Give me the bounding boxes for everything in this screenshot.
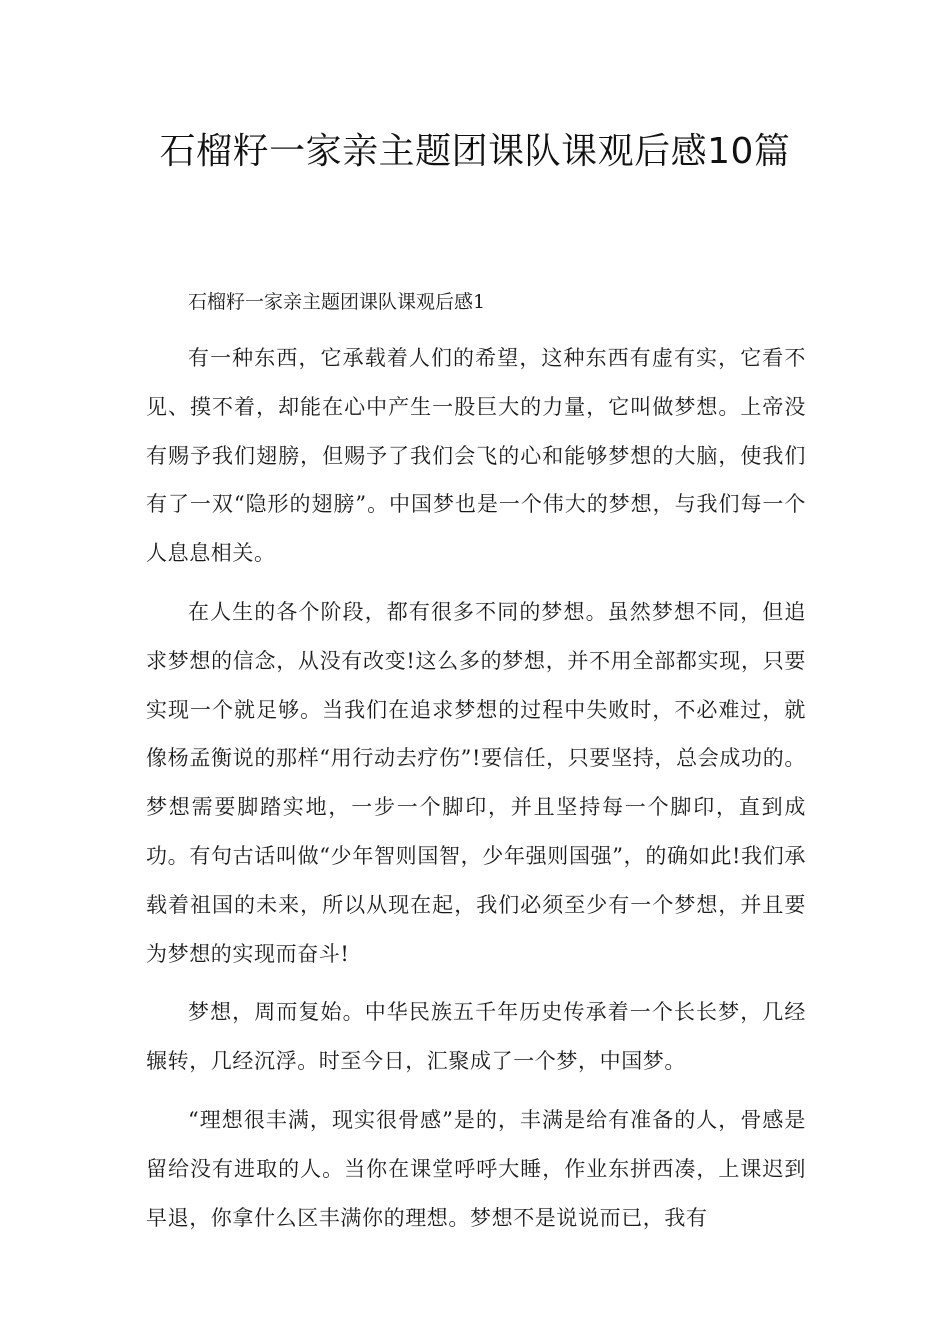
document-title: 石榴籽一家亲主题团课队课观后感10篇 (159, 131, 791, 172)
section-heading: 石榴籽一家亲主题团课队课观后感1 (188, 291, 486, 313)
paragraph-3: 梦想，周而复始。中华民族五千年历史传承着一个长长梦，几经辗转，几经沉浮。时至今日，汇聚成了一个梦，中国梦。 (146, 1000, 806, 1074)
paragraph-4: “理想很丰满，现实很骨感”是的，丰满是给有准备的人，骨感是留给没有进取的人。当你在课堂呼呼大睡，作业东拼西凑，上课迟到早退，你拿什么区丰满你的理想。梦想不是说说而已，我有 (146, 1107, 806, 1230)
paragraph-2: 在人生的各个阶段，都有很多不同的梦想。虽然梦想不同，但追求梦想的信念，从没有改变!这么多的梦想，并不用全部都实现，只要实现一个就足够。当我们在追求梦想的过程中失败时，不必难过，就像杨孟衡说的那样“用行动去疗伤”!要信任，只要坚持，总会成功的。梦想需要脚踏实地，一步一个脚印，并且坚持每一个脚印，直到成功。有句古话叫做“少年智则国智，少年强则国强”，的确如此!我们承载着祖国的未来，所以从现在起，我们必须至少有一个梦想，并且要为梦想的实现而奋斗! (146, 599, 806, 966)
paragraph-1: 有一种东西，它承载着人们的希望，这种东西有虚有实，它看不见、摸不着，却能在心中产生一股巨大的力量，它叫做梦想。上帝没有赐予我们翅膀，但赐予了我们会飞的心和能够梦想的大脑，使我们有了一双“隐形的翅膀”。中国梦也是一个伟大的梦想，与我们每一个人息息相关。 (146, 346, 806, 566)
document-body (146, 283, 806, 1252)
